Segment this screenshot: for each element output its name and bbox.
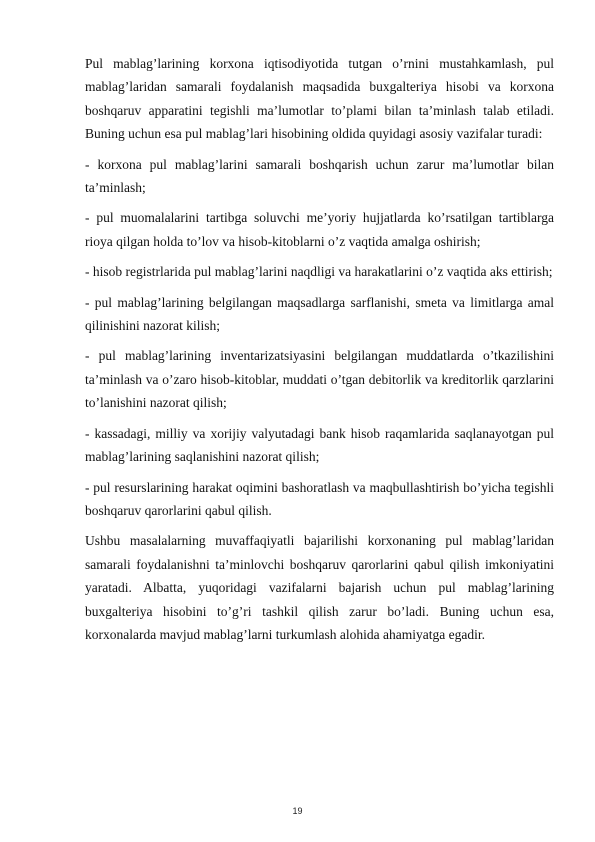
page-number: 19 [292, 806, 303, 816]
list-item-safekeeping: - kassadagi, milliy va xorijiy valyutadagi bank hisob raqamlarida saqlanayotgan pul mablag’larining saqlanishini nazorat qilish; [85, 425, 554, 465]
list-item-registers: - hisob registrlarida pul mablag’larini naqdligi va harakatlarini o’z vaqtida aks ettirish; [85, 264, 553, 280]
list-item-spending-control: - pul mablag’larining belgilangan maqsadlarga sarflanishi, smeta va limitlarga amal qilinishini nazorat kilish; [85, 294, 554, 334]
list-item-inventory: - pul mablag’larining inventarizatsiyasini belgilangan muddatlarda o’tkazilishini ta’minlash va o’zaro hisob-kitoblar, muddati o’tgan debitorlik va kreditorlik qarzlarini to’lanishini nazorat qilish; [85, 348, 554, 411]
list-item-information: - korxona pul mablag’larini samarali boshqarish uchun zarur ma’lumotlar bilan ta’minlash; [85, 156, 554, 196]
paragraph-conclusion: Ushbu masalalarning muvaffaqiyatli bajarilishi korxonaning pul mablag’laridan samarali foydalanishni ta’minlovchi boshqaruv qarorlarini qabul qilish imkoniyatini yaratadi. Albatta, yuqoridagi vazifalarni bajarish uchun pul mablag’larining buxgalteriya hisobini to’g’ri tashkil qilish zarur bo’ladi. Buning uchun esa, korxonalarda mavjud mablag’larni turkumlash alohida ahamiyatga egadir. [85, 533, 554, 642]
paragraph-intro: Pul mablag’larining korxona iqtisodiyotida tutgan o’rnini mustahkamlash, pul mablag’laridan samarali foydalanish maqsadida buxgalteriya hisobi va korxona boshqaruv apparatini tegishli ma’lumotlar to’plami bilan ta’minlash talab etiladi. Buning uchun esa pul mablag’lari hisobining oldida quyidagi asosiy vazifalar turadi: [85, 56, 554, 142]
body-text [85, 52, 554, 653]
list-item-payments: - pul muomalalarini tartibga soluvchi me’yoriy hujjatlarda ko’rsatilgan tartiblarga rioya qilgan holda to’lov va hisob-kitoblarni o’z vaqtida amalga oshirish; [85, 210, 554, 249]
list-item-forecasting: - pul resurslarining harakat oqimini bashoratlash va maqbullashtirish bo’yicha tegishli boshqaruv qarorlarini qabul qilish. [85, 479, 554, 518]
